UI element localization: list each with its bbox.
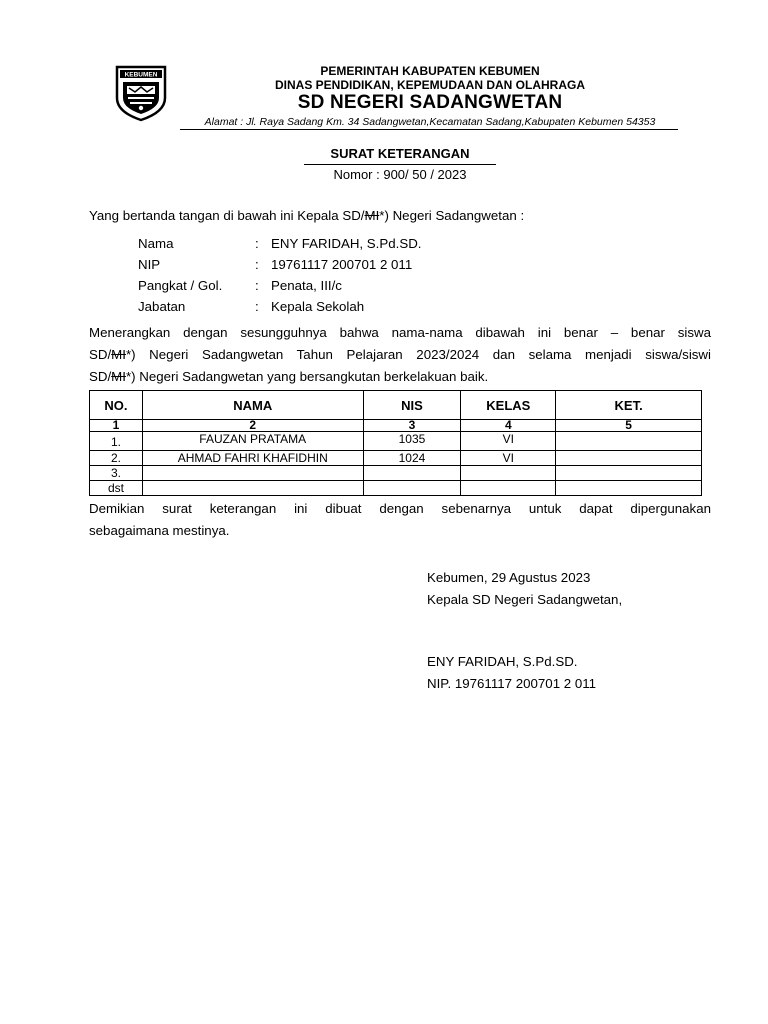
column-number: 1 xyxy=(90,420,143,432)
identity-value: Penata, III/c xyxy=(271,278,342,293)
table-row xyxy=(90,481,702,496)
column-number: 2 xyxy=(142,420,363,432)
table-number-row xyxy=(90,420,702,432)
header-nis: NIS xyxy=(363,391,461,420)
body-line-2: SD/MI*) Negeri Sadangwetan Tahun Pelajaran 2023/2024 dan selama menjadi siswa/siswi xyxy=(89,347,711,362)
cell-nis xyxy=(363,466,461,481)
column-number: 5 xyxy=(556,420,702,432)
header-nama: NAMA xyxy=(142,391,363,420)
identity-value: ENY FARIDAH, S.Pd.SD. xyxy=(271,236,422,251)
closing-line-2: sebagaimana mestinya. xyxy=(89,523,230,538)
letterhead-department: DINAS PENDIDIKAN, KEPEMUDAAN DAN OLAHRAGA xyxy=(274,78,585,92)
cell-nis: 1035 xyxy=(363,432,461,451)
identity-colon: : xyxy=(255,236,259,251)
kebumen-logo xyxy=(111,64,171,122)
cell-no: 1. xyxy=(90,432,143,451)
identity-value: Kepala Sekolah xyxy=(271,299,365,314)
title-underline xyxy=(304,164,496,165)
identity-label: Jabatan xyxy=(138,299,186,314)
signature-place-date: Kebumen, 29 Agustus 2023 xyxy=(427,570,591,585)
column-number: 3 xyxy=(363,420,461,432)
cell-nama: AHMAD FAHRI KHAFIDHIN xyxy=(142,451,363,466)
letterhead-divider xyxy=(180,129,678,130)
table-row xyxy=(90,432,702,451)
body-line-3: SD/MI*) Negeri Sadangwetan yang bersangkutan berkelakuan baik. xyxy=(89,369,489,384)
table-row xyxy=(90,451,702,466)
cell-nama: FAUZAN PRATAMA xyxy=(142,432,363,451)
column-number: 4 xyxy=(461,420,556,432)
header-ket: KET. xyxy=(556,391,702,420)
table-header-row xyxy=(90,391,702,420)
signature-position: Kepala SD Negeri Sadangwetan, xyxy=(427,592,623,607)
student-table xyxy=(89,390,702,496)
identity-colon: : xyxy=(255,278,259,293)
cell-ket xyxy=(556,466,702,481)
body-line-1: Menerangkan dengan sesungguhnya bahwa nama-nama dibawah ini benar – benar siswa xyxy=(89,325,711,340)
cell-no: dst xyxy=(90,481,143,496)
identity-label: NIP xyxy=(138,257,161,272)
intro-paragraph: Yang bertanda tangan di bawah ini Kepala SD/MI*) Negeri Sadangwetan : xyxy=(89,208,525,223)
table-row xyxy=(90,466,702,481)
logo-text: KEBUMEN xyxy=(124,71,158,79)
header-no: NO. xyxy=(90,391,143,420)
cell-nama xyxy=(142,466,363,481)
cell-kelas: VI xyxy=(461,451,556,466)
cell-ket xyxy=(556,432,702,451)
letterhead-government: PEMERINTAH KABUPATEN KEBUMEN xyxy=(320,64,540,78)
letter-number: Nomor : 900/ 50 / 2023 xyxy=(333,167,467,182)
signature-name: ENY FARIDAH, S.Pd.SD. xyxy=(427,654,578,669)
cell-kelas xyxy=(461,481,556,496)
cell-kelas xyxy=(461,466,556,481)
cell-nis: 1024 xyxy=(363,451,461,466)
letterhead-school-name: SD NEGERI SADANGWETAN xyxy=(297,92,563,113)
cell-no: 2. xyxy=(90,451,143,466)
signature-nip: NIP. 19761117 200701 2 011 xyxy=(427,676,597,691)
identity-value: 19761117 200701 2 011 xyxy=(271,257,413,272)
cell-nis xyxy=(363,481,461,496)
letterhead-address: Alamat : Jl. Raya Sadang Km. 34 Sadangwetan,Kecamatan Sadang,Kabupaten Kebumen 54353 xyxy=(204,116,656,128)
cell-ket xyxy=(556,481,702,496)
letter-title: SURAT KETERANGAN xyxy=(330,146,470,161)
cell-no: 3. xyxy=(90,466,143,481)
identity-label: Nama xyxy=(138,236,174,251)
closing-line-1: Demikian surat keterangan ini dibuat dengan sebenarnya untuk dapat dipergunakan xyxy=(89,501,711,516)
cell-nama xyxy=(142,481,363,496)
cell-ket xyxy=(556,451,702,466)
identity-label: Pangkat / Gol. xyxy=(138,278,223,293)
identity-colon: : xyxy=(255,257,259,272)
cell-kelas: VI xyxy=(461,432,556,451)
header-kelas: KELAS xyxy=(461,391,556,420)
identity-colon: : xyxy=(255,299,259,314)
